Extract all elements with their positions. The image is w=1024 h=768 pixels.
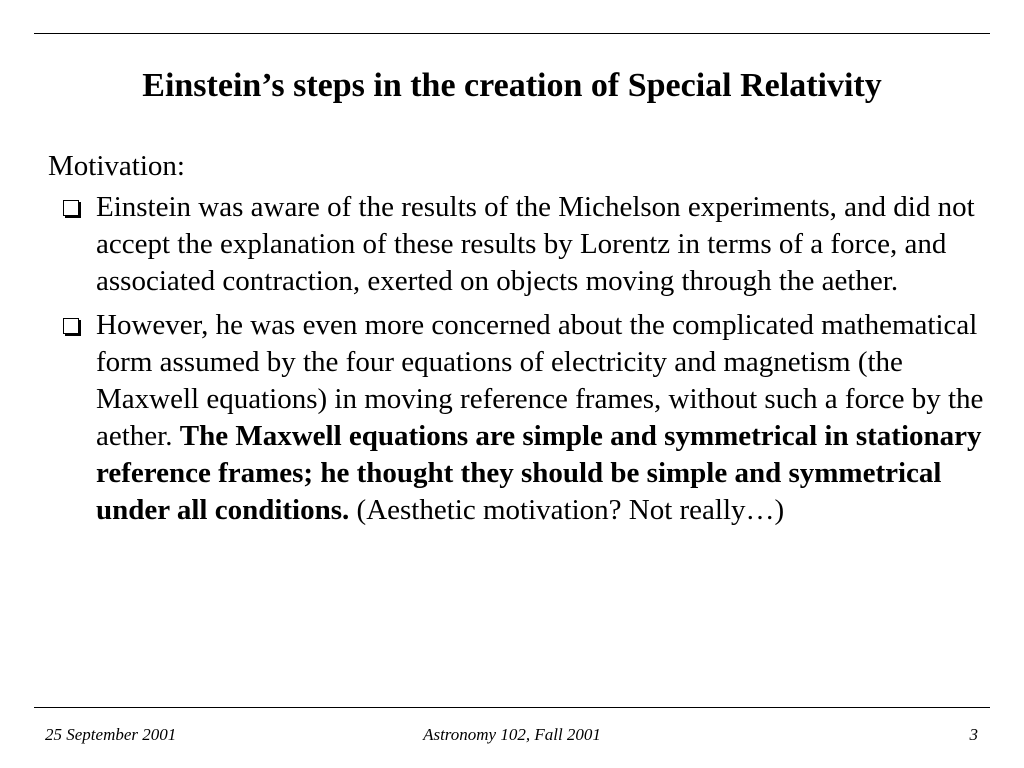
footer-date: 25 September 2001 xyxy=(45,725,177,744)
bottom-rule xyxy=(34,707,990,708)
section-label: Motivation: xyxy=(48,150,185,182)
top-rule xyxy=(34,33,990,34)
bullet-2-text-before: However, he was even more concerned about the complicated mathematical form assumed by the four equations of electricity and magnetism (the Maxwell equations) in moving reference frames, without such a force by the aether. xyxy=(96,309,984,452)
slide-body xyxy=(48,148,993,536)
checkbox-bullet-icon xyxy=(63,318,79,334)
bullet-item-1 xyxy=(48,189,993,300)
bullet-2-text-bold: The Maxwell equations are simple and symmetrical in stationary reference frames; he thought they should be simple and symmetrical under all conditions. xyxy=(96,420,982,526)
bullet-item-2 xyxy=(48,307,993,529)
footer-page-number: 3 xyxy=(969,725,978,744)
bullet-list xyxy=(48,189,993,529)
bullet-1-text: Einstein was aware of the results of the Michelson experiments, and did not accept the explanation of these results by Lorentz in terms of a force, and associated contraction, exerted on objects moving through the aether. xyxy=(96,191,975,297)
bullet-2-text-after: (Aesthetic motivation? Not really…) xyxy=(349,494,785,526)
footer-course: Astronomy 102, Fall 2001 xyxy=(423,725,601,744)
slide-title: Einstein’s steps in the creation of Special Relativity xyxy=(142,67,882,104)
checkbox-bullet-icon xyxy=(63,200,79,216)
